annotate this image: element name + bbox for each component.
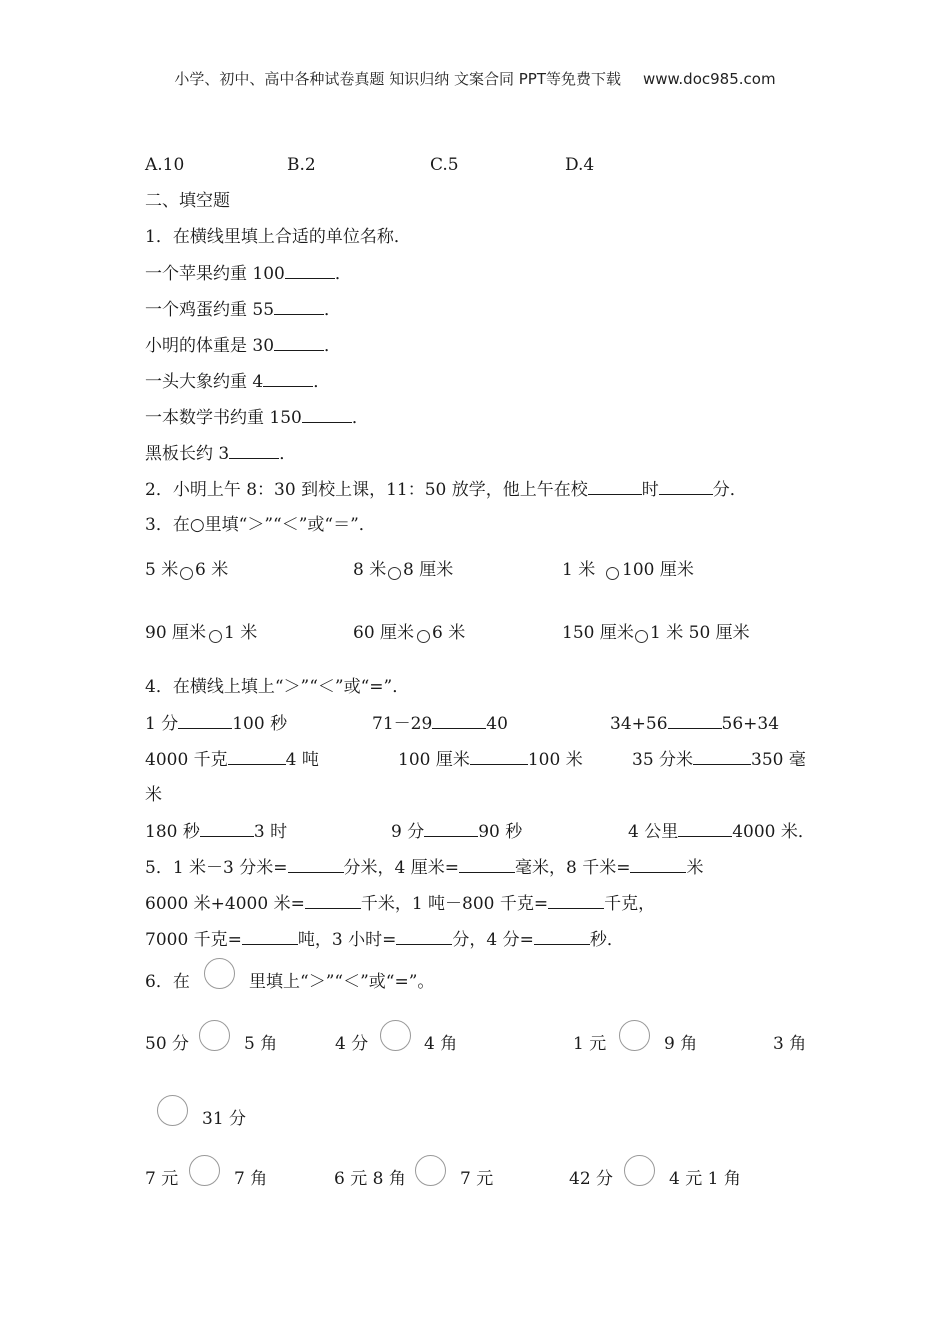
answer-blank[interactable]	[305, 892, 361, 909]
q5-text: 秒．	[589, 930, 624, 950]
q5-line2	[145, 892, 655, 915]
answer-blank[interactable]	[285, 262, 335, 279]
answer-blank[interactable]	[200, 820, 254, 837]
choice-a: A.10	[145, 155, 185, 175]
q4-wrap: 米	[145, 785, 162, 805]
q4-item	[145, 748, 319, 771]
q6-left: 3 角	[773, 1034, 807, 1054]
compare-circle[interactable]	[635, 630, 648, 643]
q4-item	[145, 712, 287, 735]
compare-circle[interactable]	[388, 567, 401, 580]
q5-text: 吨，3 小时=	[297, 930, 397, 950]
q3-right: 1 米	[224, 623, 258, 643]
q1-item	[145, 334, 341, 357]
q6-left: 6 元 8 角	[334, 1169, 406, 1189]
compare-circle[interactable]	[619, 1020, 650, 1051]
q6-prompt-b: 里填上“＞”“＜”或“=”。	[249, 972, 435, 992]
answer-blank[interactable]	[548, 892, 604, 909]
answer-blank[interactable]	[274, 298, 324, 315]
q1-item-end: ．	[334, 264, 352, 284]
compare-circle[interactable]	[624, 1155, 655, 1186]
q1-item-end: ．	[279, 444, 297, 464]
answer-blank[interactable]	[693, 748, 751, 765]
q3-right: 6 米	[195, 560, 229, 580]
compare-circle	[204, 958, 235, 989]
q1-item-text: 一本数学书约重 150	[145, 408, 302, 428]
choice-b: B.2	[287, 155, 316, 175]
q5-text: 千米，1 吨－800 千克=	[360, 894, 549, 914]
answer-blank[interactable]	[668, 712, 722, 729]
compare-circle[interactable]	[189, 1155, 220, 1186]
header-site: www.doc985.com	[642, 70, 776, 88]
q4-item	[398, 748, 583, 771]
q5-text: 米	[686, 858, 704, 878]
q4-item	[391, 820, 522, 843]
q4-left: 1 分	[145, 714, 179, 734]
q4-right: 100 秒	[232, 714, 288, 734]
q6-right: 7 元	[460, 1169, 494, 1189]
q4-left: 4 公里	[628, 822, 679, 842]
compare-circle[interactable]	[415, 1155, 446, 1186]
q3-right: 1 米 50 厘米	[650, 623, 750, 643]
answer-blank[interactable]	[630, 856, 686, 873]
q6-left: 7 元	[145, 1169, 179, 1189]
q3-left: 150 厘米	[562, 623, 634, 643]
q6-right: 4 元 1 角	[669, 1169, 741, 1189]
answer-blank[interactable]	[459, 856, 515, 873]
answer-blank[interactable]	[424, 820, 478, 837]
q6-right: 9 角	[664, 1034, 698, 1054]
q4-right: 350 毫	[751, 750, 806, 770]
q4-left: 71－29	[372, 714, 433, 734]
q6-right: 7 角	[234, 1169, 268, 1189]
q1-item-text: 一个苹果约重 100	[145, 264, 285, 284]
q6-left: 42 分	[569, 1169, 614, 1189]
q6-prompt-a: 6．在	[145, 972, 190, 992]
q4-prompt: 4．在横线上填上“＞”“＜”或“=”．	[145, 677, 410, 697]
q6-left: 1 元	[573, 1034, 607, 1054]
q1-item	[145, 406, 369, 429]
q3-right: 100 厘米	[622, 560, 694, 580]
q4-item	[372, 712, 508, 735]
q4-item	[632, 748, 806, 771]
choice-d: D.4	[565, 155, 595, 175]
q1-item	[145, 262, 352, 285]
q1-item	[145, 442, 296, 465]
answer-blank[interactable]	[432, 712, 486, 729]
q2-unit-hour: 时	[641, 480, 659, 500]
q1-item-end: ．	[324, 300, 342, 320]
compare-circle[interactable]	[199, 1020, 230, 1051]
q4-right: 4 吨	[285, 750, 319, 770]
q4-left: 35 分米	[632, 750, 694, 770]
q1-item-text: 小明的体重是 30	[145, 336, 275, 356]
q4-right: 40	[486, 714, 508, 734]
answer-blank[interactable]	[470, 748, 528, 765]
q6-right: 31 分	[202, 1109, 247, 1129]
q5-line3	[145, 928, 624, 951]
answer-blank[interactable]	[588, 478, 642, 495]
q3-right: 6 米	[432, 623, 466, 643]
q6-right: 4 角	[424, 1034, 458, 1054]
compare-circle[interactable]	[606, 567, 619, 580]
answer-blank[interactable]	[534, 928, 590, 945]
answer-blank[interactable]	[396, 928, 452, 945]
compare-circle[interactable]	[157, 1095, 188, 1126]
q1-item-text: 一头大象约重 4	[145, 372, 264, 392]
q5-text: 5．1 米－3 分米=	[145, 858, 288, 878]
header-text: 小学、初中、高中各种试卷真题 知识归纳 文案合同 PPT等免费下载	[174, 70, 621, 88]
q2-unit-min: 分．	[712, 480, 747, 500]
q3-left: 5 米	[145, 560, 179, 580]
answer-blank[interactable]	[228, 748, 286, 765]
answer-blank[interactable]	[263, 370, 313, 387]
q3-prompt: 3．在○里填“＞”“＜”或“＝”．	[145, 515, 376, 535]
q2-line	[145, 478, 747, 501]
section-title: 二、填空题	[145, 191, 230, 211]
q4-left: 100 厘米	[398, 750, 470, 770]
q1-item-end: ．	[324, 336, 342, 356]
q3-right: 8 厘米	[403, 560, 454, 580]
q5-line1	[145, 856, 703, 879]
q1-item	[145, 370, 330, 393]
q5-text: 分，4 分=	[452, 930, 534, 950]
compare-circle[interactable]	[209, 630, 222, 643]
q1-item-end: ．	[351, 408, 369, 428]
q3-left: 90 厘米	[145, 623, 207, 643]
q6-left: 4 分	[335, 1034, 369, 1054]
answer-blank[interactable]	[302, 406, 352, 423]
page-header	[0, 68, 950, 89]
q4-item	[610, 712, 779, 735]
q5-text: 分米，4 厘米=	[343, 858, 459, 878]
q4-item	[145, 820, 287, 843]
q2-text: 2．小明上午 8：30 到校上课，11：50 放学，他上午在校	[145, 480, 588, 500]
answer-blank[interactable]	[274, 334, 324, 351]
q4-left: 9 分	[391, 822, 425, 842]
q6-left: 50 分	[145, 1034, 190, 1054]
q4-left: 4000 千克	[145, 750, 228, 770]
compare-circle[interactable]	[417, 630, 430, 643]
answer-blank[interactable]	[178, 712, 232, 729]
q1-item-text: 一个鸡蛋约重 55	[145, 300, 275, 320]
answer-blank[interactable]	[659, 478, 713, 495]
q1-item	[145, 298, 341, 321]
compare-circle[interactable]	[180, 567, 193, 580]
q5-text: 6000 米+4000 米=	[145, 894, 305, 914]
q5-text: 千克，	[604, 894, 656, 914]
q4-right: 4000 米．	[732, 822, 815, 842]
choice-c: C.5	[430, 155, 459, 175]
answer-blank[interactable]	[678, 820, 732, 837]
q6-right: 5 角	[244, 1034, 278, 1054]
answer-blank[interactable]	[229, 442, 279, 459]
q5-text: 毫米，8 千米=	[514, 858, 631, 878]
q4-right: 90 秒	[478, 822, 523, 842]
q4-left: 180 秒	[145, 822, 200, 842]
q4-left: 34+56	[610, 714, 668, 734]
q5-text: 7000 千克=	[145, 930, 242, 950]
q4-right: 100 米	[527, 750, 583, 770]
q1-item-text: 黑板长约 3	[145, 444, 230, 464]
q4-right: 3 时	[253, 822, 288, 842]
answer-blank[interactable]	[288, 856, 344, 873]
q4-item	[628, 820, 815, 843]
q3-left: 8 米	[353, 560, 387, 580]
q1-item-end: ．	[313, 372, 331, 392]
compare-circle[interactable]	[380, 1020, 411, 1051]
q4-right: 56+34	[721, 714, 780, 734]
answer-blank[interactable]	[242, 928, 298, 945]
q3-left: 60 厘米	[353, 623, 415, 643]
q3-left: 1 米	[562, 560, 596, 580]
q1-prompt: 1．在横线里填上合适的单位名称．	[145, 227, 411, 247]
